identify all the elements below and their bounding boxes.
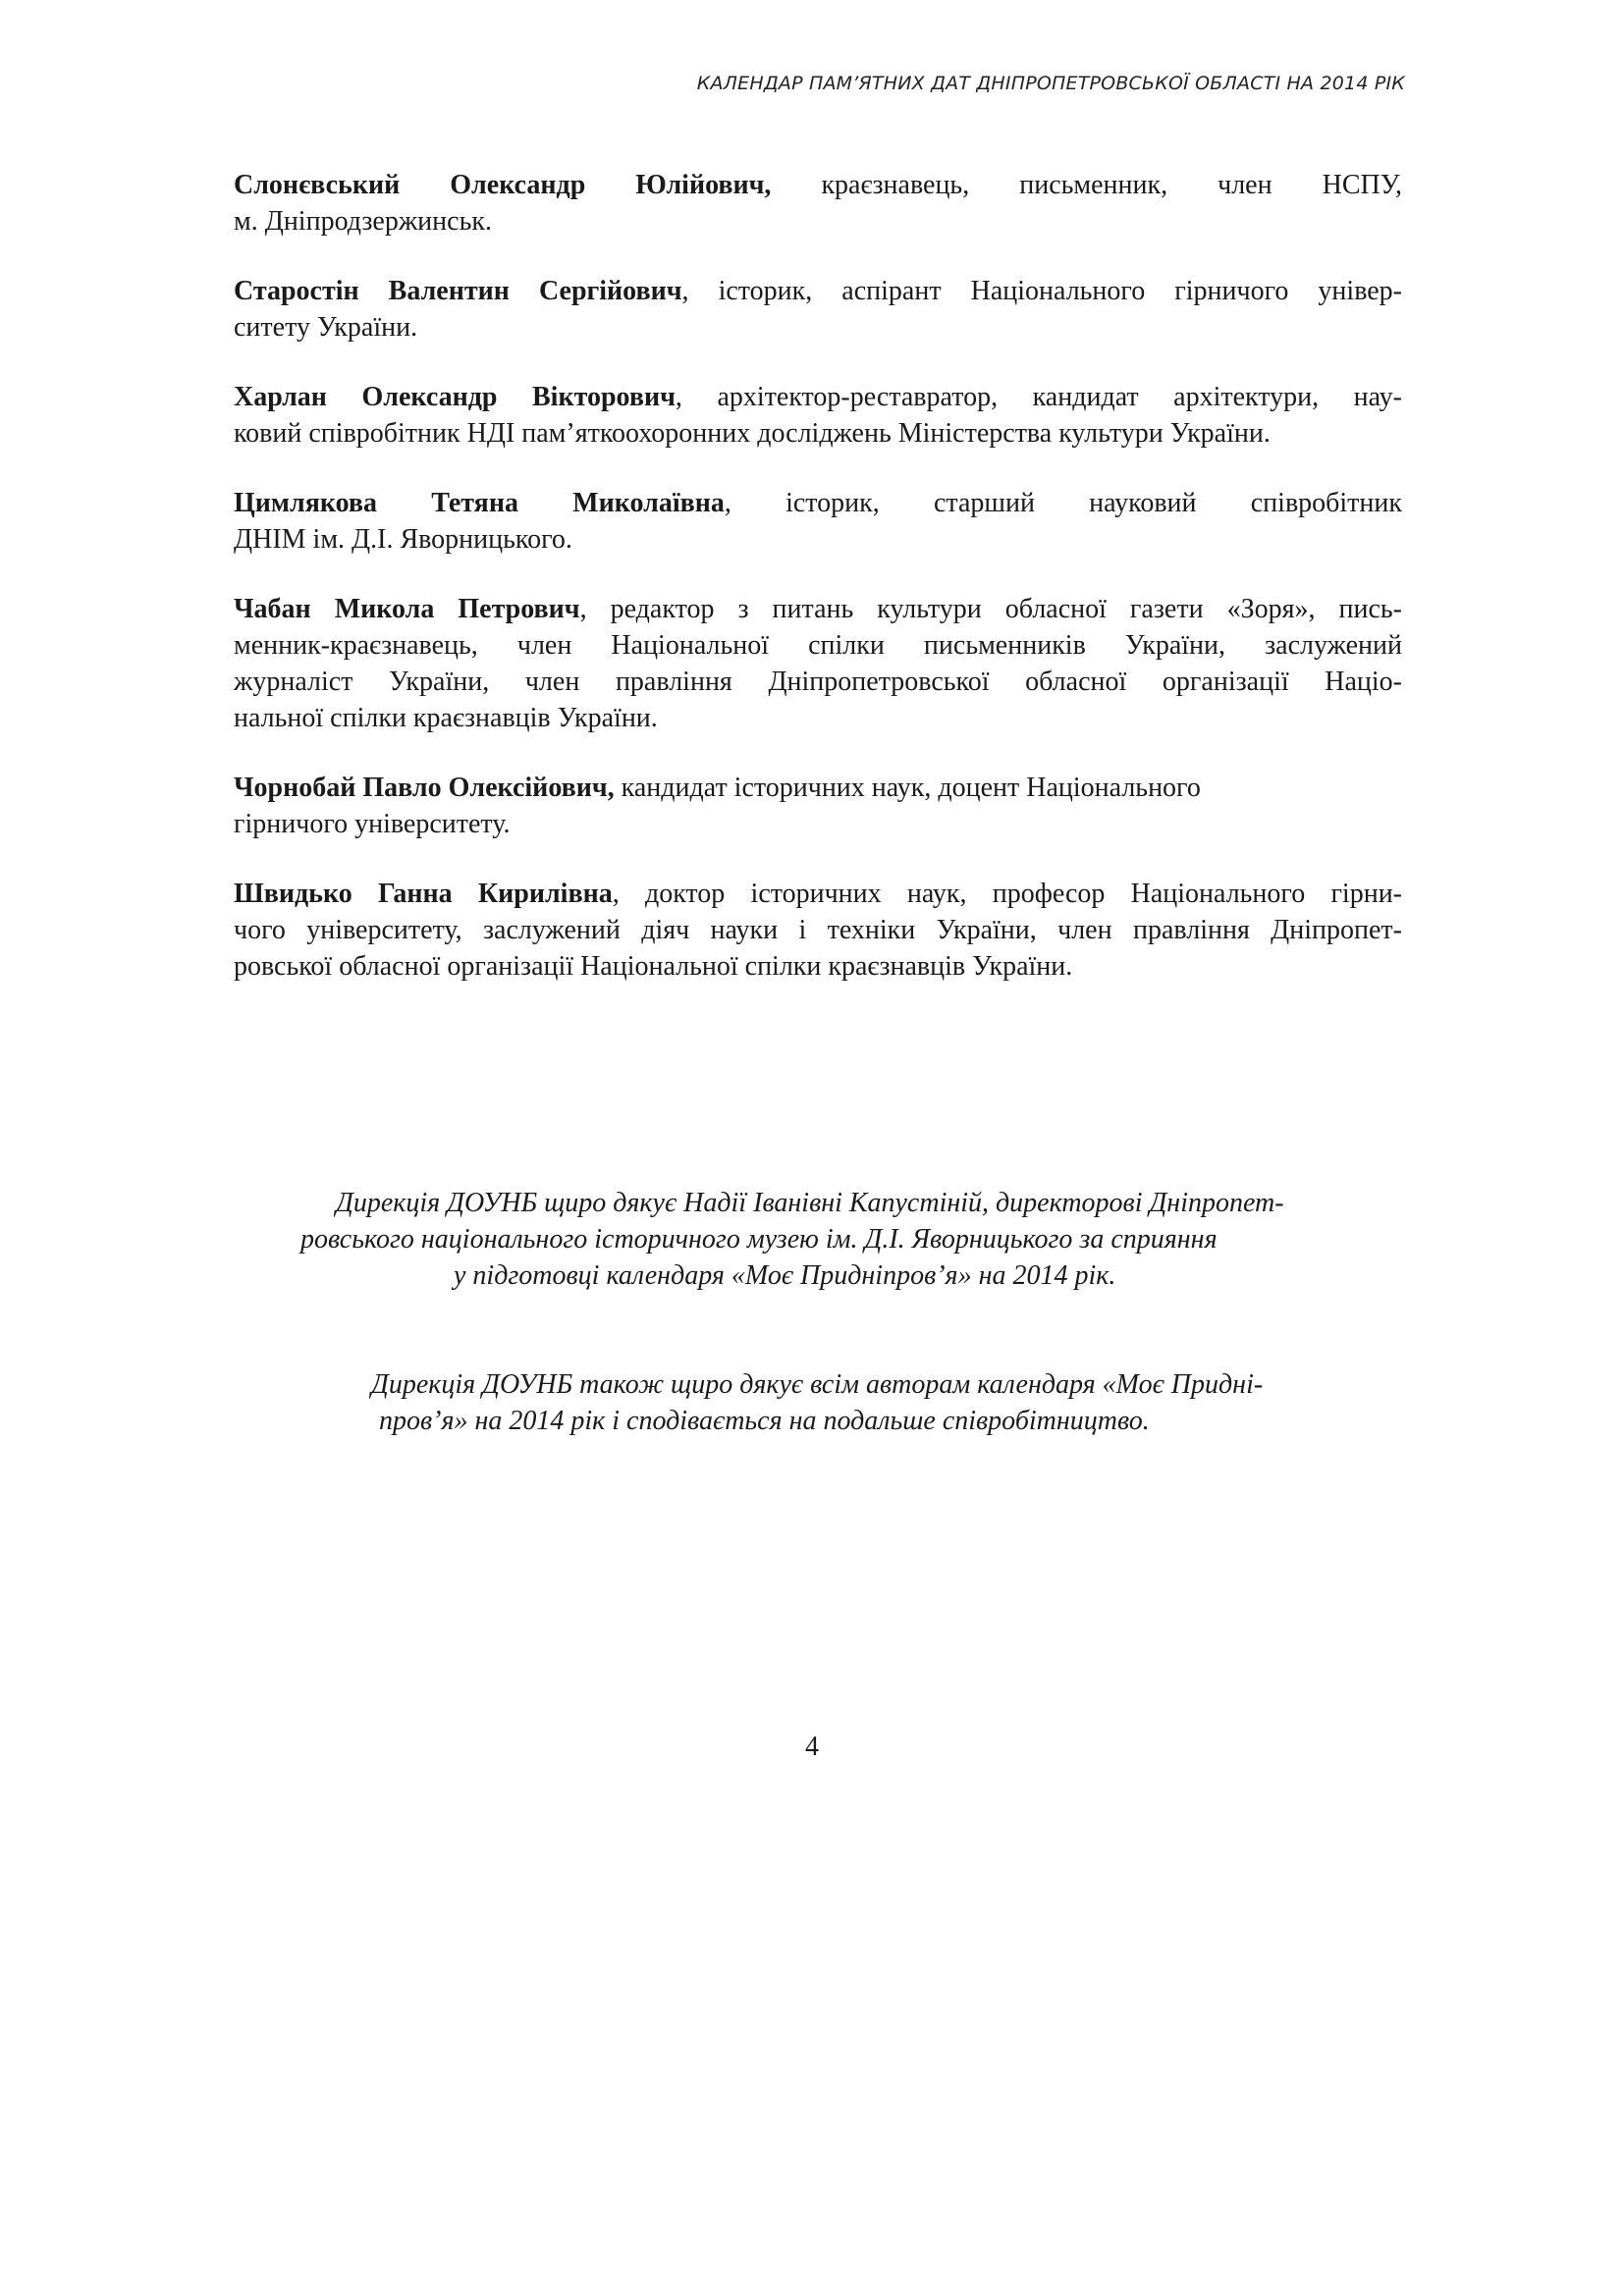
author-line	[234, 591, 1402, 627]
author-line	[234, 167, 1402, 203]
author-line: нальної спілки краєзнавців України.	[234, 703, 658, 733]
author-entry	[234, 876, 1402, 985]
author-entry	[234, 273, 1402, 346]
author-name: Швидько Ганна Кирилівна	[234, 879, 613, 909]
author-line	[234, 273, 1402, 309]
author-name: Чорнобай Павло Олексійович,	[234, 773, 615, 803]
author-name: Цимлякова Тетяна Миколаївна	[234, 488, 725, 518]
author-line: журналіст України, член правління Дніпропетровської обласної організації Націо-	[234, 667, 1402, 697]
acknowledgement-line: ровського національного історичного музею ім. Д.І. Яворницького за сприяння	[300, 1224, 1218, 1255]
author-name: Старостін Валентин Сергійович	[234, 276, 682, 306]
author-description: , редактор з питань культури обласної газети «Зоря», пись-	[579, 594, 1402, 624]
author-line: ситету України.	[234, 312, 418, 343]
author-line: чого університету, заслужений діяч науки і техніки України, член правління Дніпропет-	[234, 915, 1402, 945]
author-line: ковий співробітник НДІ пам’яткоохоронних досліджень Міністерства культури України.	[234, 418, 1271, 449]
author-entry	[234, 591, 1402, 736]
author-description: кандидат історичних наук, доцент Національного	[614, 773, 1201, 803]
author-description: , доктор історичних наук, професор Національного гірни-	[612, 879, 1402, 909]
acknowledgement-line: у підготовці календаря «Моє Придніпров’я» на 2014 рік.	[454, 1260, 1116, 1291]
author-name: Чабан Микола Петрович	[234, 594, 580, 624]
author-line: ровської обласної організації Національної спілки краєзнавців України.	[234, 951, 1073, 982]
author-entry	[234, 770, 1402, 842]
author-entry	[234, 485, 1402, 558]
acknowledgement-line: пров’я» на 2014 рік і сподівається на подальше співробітництво.	[379, 1406, 1150, 1436]
acknowledgement-line: Дирекція ДОУНБ також щиро дякує всім авторам календаря «Моє Придні-	[371, 1369, 1264, 1400]
acknowledgement-paragraph	[300, 1185, 1284, 1294]
author-description: , історик, аспірант Національного гірничого універ-	[681, 276, 1402, 306]
author-entry	[234, 379, 1402, 452]
acknowledgement-line: Дирекція ДОУНБ щиро дякує Надії Іванівні Капустіній, директорові Дніпропет-	[336, 1188, 1284, 1218]
author-description: , архітектор-реставратор, кандидат архітектури, нау-	[675, 382, 1402, 412]
author-description: , історик, старший науковий співробітник	[724, 488, 1402, 518]
author-name: Харлан Олександр Вікторович	[234, 382, 676, 412]
page-number: 4	[805, 1732, 819, 1762]
author-name: Слонєвський Олександр Юлійович,	[234, 170, 772, 200]
author-line: ДНІМ ім. Д.І. Яворницького.	[234, 524, 572, 555]
author-list	[234, 167, 1402, 1018]
acknowledgement-paragraph	[371, 1366, 1263, 1439]
author-line: менник-краєзнавець, член Національної спілки письменників України, заслужений	[234, 630, 1402, 661]
author-line: м. Дніпродзержинськ.	[234, 206, 492, 237]
author-entry	[234, 167, 1402, 240]
author-line	[234, 876, 1402, 912]
author-line: гірничого університету.	[234, 809, 511, 839]
author-line	[234, 485, 1402, 521]
running-header: КАЛЕНДАР ПАМ’ЯТНИХ ДАТ ДНІПРОПЕТРОВСЬКОЇ ОБЛАСТІ НА 2014 РІК	[696, 73, 1405, 94]
author-line	[234, 379, 1402, 415]
author-description: краєзнавець, письменник, член НСПУ,	[771, 170, 1402, 200]
author-line	[234, 770, 1402, 806]
